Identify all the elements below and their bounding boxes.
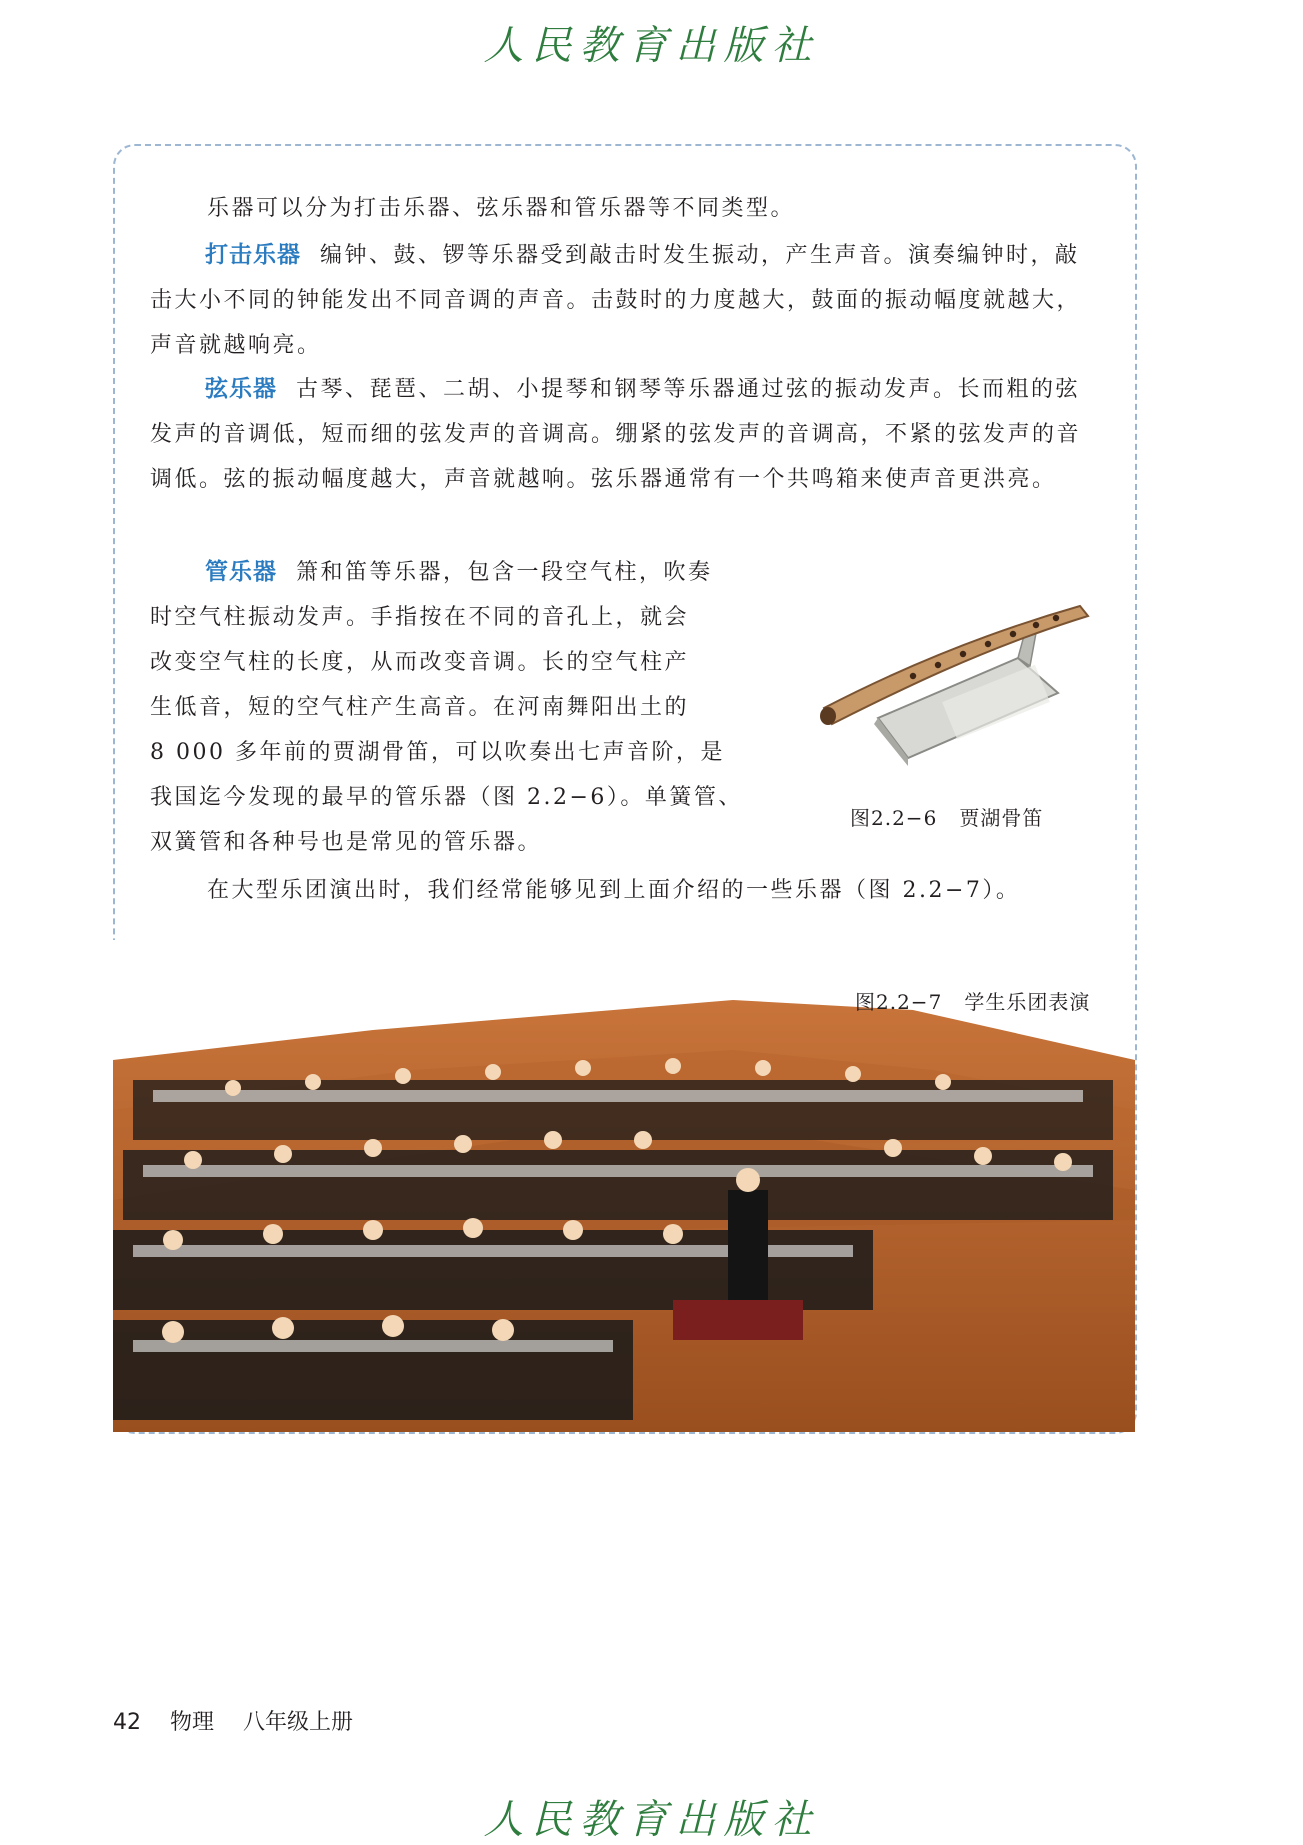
figure-2-2-7-caption — [855, 986, 1090, 1015]
closing-paragraph: 在大型乐团演出时，我们经常能够见到上面介绍的一些乐器（图 2.2−7）。 — [207, 878, 1021, 903]
percussion-paragraph — [150, 233, 1100, 368]
page-footer — [113, 1705, 375, 1736]
wind-term: 管乐器 — [205, 559, 277, 585]
grade-name: 八年级上册 — [243, 1710, 354, 1735]
figure-2-2-6-label: 图2.2−6 — [850, 806, 938, 830]
figure-2-2-6-caption — [850, 802, 1043, 831]
figure-2-2-7-label: 图2.2−7 — [855, 990, 943, 1014]
publisher-logo-bottom: 人民教育出版社 — [483, 1797, 820, 1843]
publisher-logo-top: 人民教育出版社 — [483, 23, 820, 69]
subject-name: 物理 — [170, 1710, 215, 1735]
figure-2-2-6-title: 贾湖骨笛 — [959, 806, 1044, 830]
intro-paragraph: 乐器可以分为打击乐器、弦乐器和管乐器等不同类型。 — [207, 196, 796, 221]
wind-line-2: 时空气柱振动发声。手指按在不同的音孔上，就会 — [150, 605, 690, 630]
wind-paragraph — [150, 550, 770, 865]
strings-text: 古琴、琵琶、二胡、小提琴和钢琴等乐器通过弦的振动发声。长而粗的弦发声的音调低，短而细的弦发声的音调高。绷紧的弦发声的音调高，不紧的弦发声的音调低。弦的振动幅度越大，声音就越响。弦乐器通常有一个共鸣箱来使声音更洪亮。 — [150, 377, 1082, 492]
wind-line-7: 双簧管和各种号也是常见的管乐器。 — [150, 830, 543, 855]
wind-line-1: 箫和笛等乐器，包含一段空气柱，吹奏 — [296, 560, 713, 585]
percussion-term: 打击乐器 — [205, 242, 301, 268]
strings-paragraph — [150, 367, 1100, 502]
figure-2-2-7-title: 学生乐团表演 — [964, 990, 1091, 1014]
page-number: 42 — [113, 1710, 141, 1735]
strings-term: 弦乐器 — [205, 376, 277, 402]
percussion-text: 编钟、鼓、锣等乐器受到敲击时发生振动，产生声音。演奏编钟时，敲击大小不同的钟能发出不同音调的声音。击鼓时的力度越大，鼓面的振动幅度就越大，声音就越响亮。 — [150, 243, 1082, 358]
wind-line-6: 我国迄今发现的最早的管乐器（图 2.2−6）。单簧管、 — [150, 785, 743, 810]
wind-line-4: 生低音，短的空气柱产生高音。在河南舞阳出土的 — [150, 695, 690, 720]
bone-flute-image — [818, 598, 1096, 768]
wind-line-3: 改变空气柱的长度，从而改变音调。长的空气柱产 — [150, 650, 690, 675]
wind-line-5: 8 000 多年前的贾湖骨笛，可以吹奏出七声音阶，是 — [150, 740, 725, 765]
